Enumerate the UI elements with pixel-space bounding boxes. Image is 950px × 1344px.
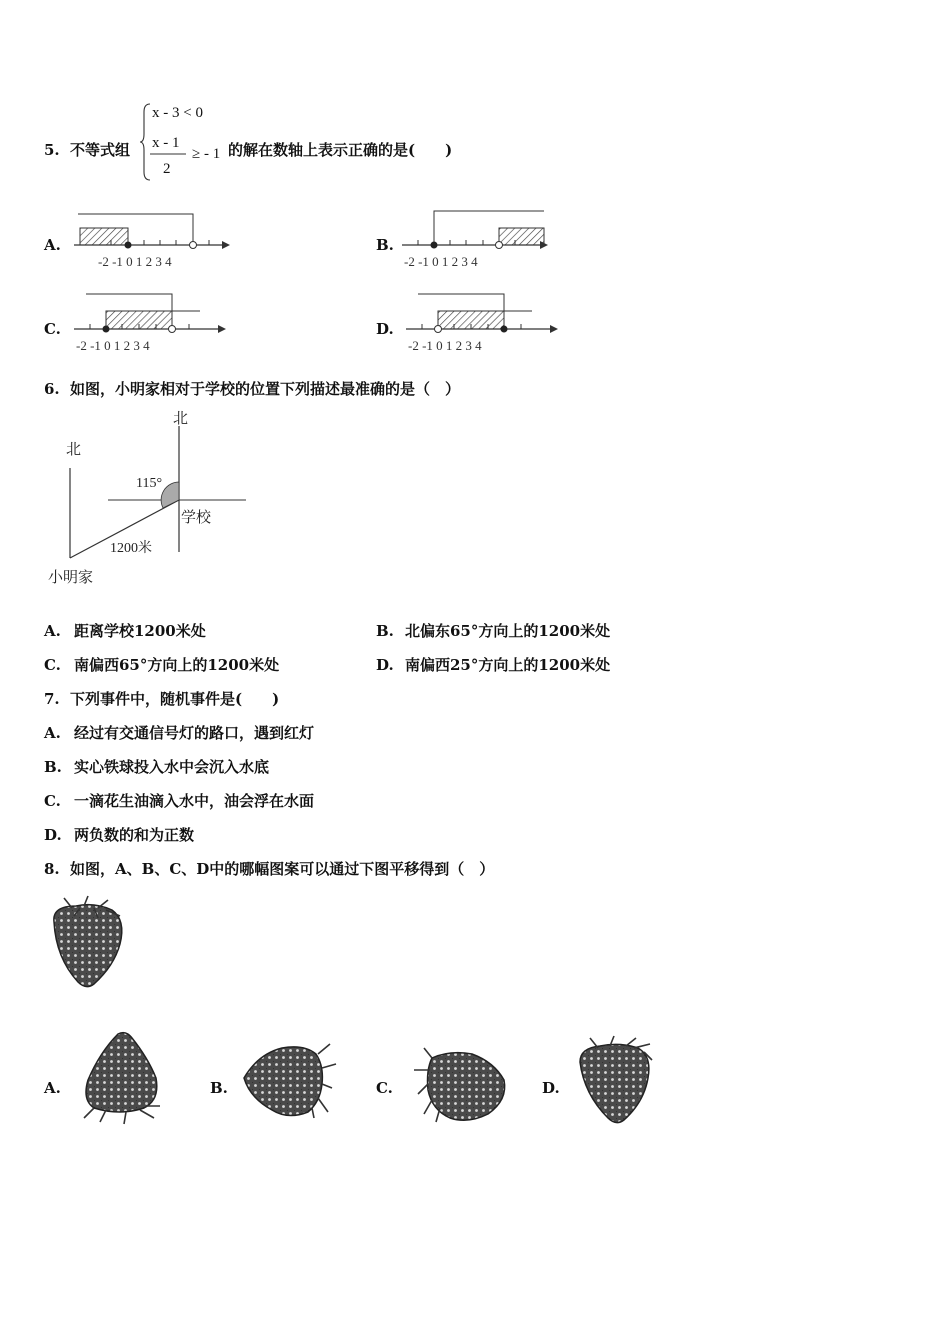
q5-option-d-label: D. (376, 320, 394, 338)
distance-label: 1200米 (110, 541, 152, 556)
fraction-numerator: x - 1 (152, 135, 180, 151)
q6-option-d-label: D. (376, 656, 394, 674)
system-brace (140, 102, 152, 182)
q8-option-a-label: A. (44, 1079, 61, 1097)
q7-option-c-text: 一滴花生油滴入水中，油会浮在水面 (74, 792, 315, 810)
q6-option-d-text: 南偏西25°方向上的1200米处 (405, 656, 611, 674)
q7-option-c-label: C. (44, 792, 61, 810)
q5-option-c-numberline (72, 290, 232, 353)
q7-text: 下列事件中，随机事件是( ) (70, 690, 280, 708)
q5-option-a-numberline (72, 208, 232, 268)
q8-option-a-strawberry (80, 1030, 170, 1126)
q6-number: 6. (44, 380, 60, 398)
fraction-denominator: 2 (163, 161, 171, 177)
school-label: 学校 (181, 508, 212, 526)
q7-option-b-text: 实心铁球投入水中会沉入水底 (74, 758, 270, 776)
q6-option-a-text: 距离学校1200米处 (74, 622, 206, 640)
q8-option-d-label: D. (542, 1079, 560, 1097)
q8-option-c-strawberry (410, 1044, 510, 1128)
q7-option-a-text: 经过有交通信号灯的路口，遇到红灯 (74, 724, 315, 742)
q7-option-d-text: 两负数的和为正数 (74, 826, 195, 844)
axis-labels-b: -2 -1 0 1 2 3 4 (404, 254, 478, 269)
q7-option-b-label: B. (44, 758, 62, 776)
q8-option-c-label: C. (376, 1079, 393, 1097)
q6-option-b-label: B. (376, 622, 394, 640)
q8-option-b-strawberry (238, 1040, 348, 1124)
q8-option-b-label: B. (210, 1079, 228, 1097)
q5-option-c-label: C. (44, 320, 61, 338)
fraction-bar (150, 153, 186, 155)
q6-option-c-label: C. (44, 656, 61, 674)
angle-label: 115° (136, 476, 163, 491)
q7-number: 7. (44, 690, 60, 708)
q5-option-d-numberline (404, 290, 574, 353)
reference-strawberry-image (44, 896, 134, 996)
q8-number: 8. (44, 860, 60, 878)
axis-labels-d: -2 -1 0 1 2 3 4 (408, 338, 482, 353)
inequality-1: x - 3 < 0 (152, 105, 203, 121)
q6-text: 如图，小明家相对于学校的位置下列描述最准确的是（ ） (70, 380, 461, 398)
q6-option-a-label: A. (44, 622, 61, 640)
north-label-left: 北 (66, 440, 82, 458)
q5-option-a-label: A. (44, 236, 61, 254)
q6-option-c-text: 南偏西65°方向上的1200米处 (74, 656, 280, 674)
axis-labels-a: -2 -1 0 1 2 3 4 (98, 254, 172, 269)
q8-text: 如图，A、B、C、D中的哪幅图案可以通过下图平移得到（ ） (70, 860, 495, 878)
q7-option-d-label: D. (44, 826, 62, 844)
q5-option-b-numberline (400, 208, 560, 268)
q5-suffix: 的解在数轴上表示正确的是( ) (228, 141, 453, 159)
q6-option-b-text: 北偏东65°方向上的1200米处 (405, 622, 611, 640)
q5-prefix: 不等式组 (70, 141, 131, 159)
q7-option-a-label: A. (44, 724, 61, 742)
q6-direction-figure (46, 404, 256, 584)
inequality-2-rhs: ≥ - 1 (192, 146, 221, 162)
home-label: 小明家 (48, 568, 94, 586)
q5-number: 5. (44, 141, 60, 159)
north-label-right: 北 (173, 409, 189, 427)
q8-option-d-strawberry (574, 1034, 664, 1130)
q5-option-b-label: B. (376, 236, 394, 254)
axis-labels-c: -2 -1 0 1 2 3 4 (76, 338, 150, 353)
